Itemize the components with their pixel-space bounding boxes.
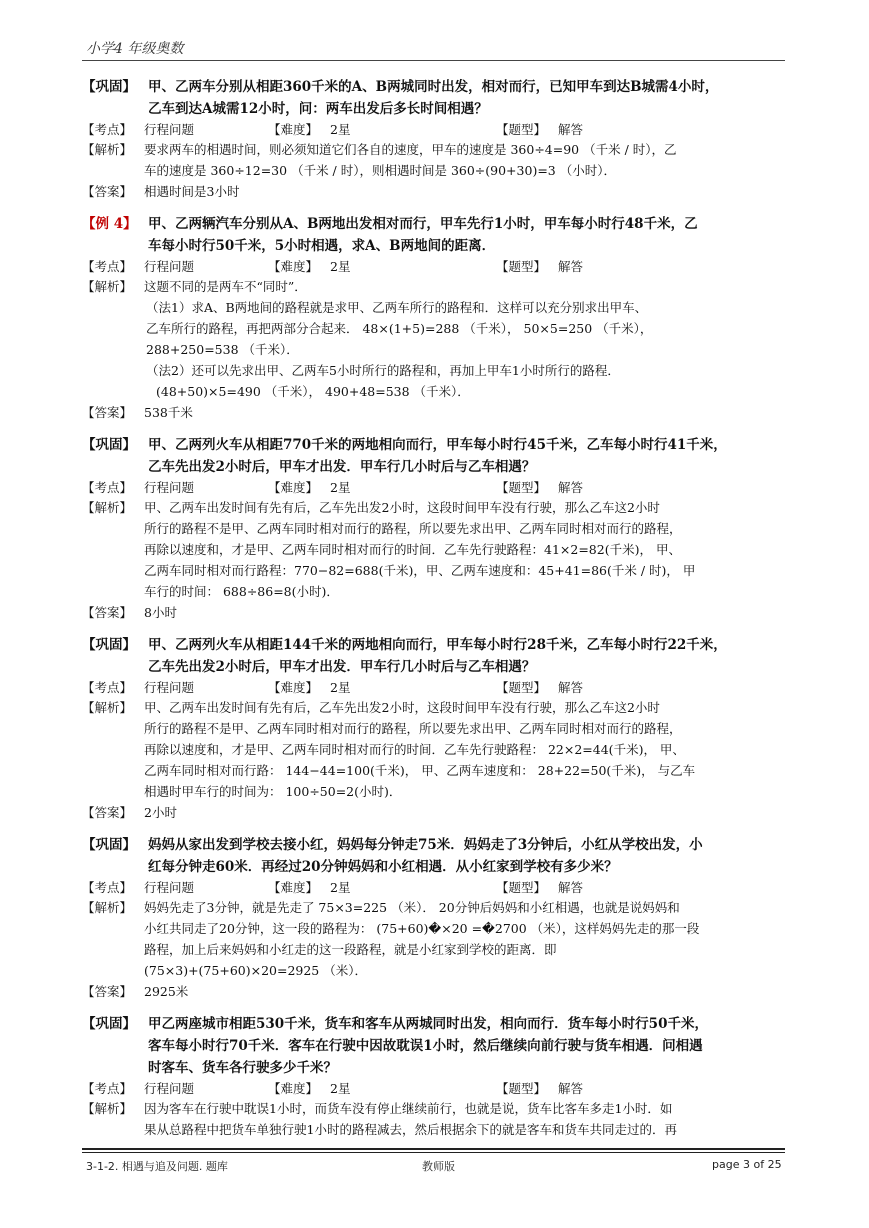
jiexi-label: 【解析】: [82, 1101, 133, 1116]
tixing-value: 解答: [558, 880, 584, 895]
question-line: 红每分钟走60米．再经过20分钟妈妈和小红相遇．从小红家到学校有多少米？: [148, 859, 618, 875]
jiexi-label: 【解析】: [82, 500, 133, 515]
problem-tag: 【巩固】: [82, 79, 136, 95]
tixing-label: 【题型】: [496, 122, 547, 137]
analysis-row: [82, 697, 788, 802]
analysis-line: 288+250=538 （千米）．: [146, 342, 299, 357]
tixing-value: 解答: [558, 680, 584, 695]
kaodian-value: 行程问题: [144, 680, 195, 695]
answer-row: [82, 402, 788, 423]
question-line: 时客车、货车各行驶多少千米？: [148, 1060, 337, 1076]
problem-tag: 【巩固】: [82, 437, 136, 453]
question: [82, 834, 788, 878]
analysis-line: 路程，加上后来妈妈和小红走的这一段路程，就是小红家到学校的距离．即: [144, 942, 557, 957]
nandu-value: 2星: [330, 880, 351, 895]
analysis-line: 因为客车在行驶中耽误1小时，而货车没有停止继续前行，也就是说，货车比客车多走1小时．如: [144, 1101, 673, 1116]
kaodian-label: 【考点】: [82, 880, 133, 895]
answer-row: [82, 181, 788, 202]
question-line: 客车每小时行70千米．客车在行驶中因故耽误1小时，然后继续向前行驶与货车相遇．问相遇: [148, 1038, 703, 1054]
document-body: [82, 76, 788, 1151]
tixing-value: 解答: [558, 122, 584, 137]
nandu-value: 2星: [330, 259, 351, 274]
tixing-value: 解答: [558, 259, 584, 274]
problem-tag: 【巩固】: [82, 637, 136, 653]
daan-label: 【答案】: [82, 805, 133, 820]
analysis-line: 甲、乙两车出发时间有先有后，乙车先出发2小时，这段时间甲车没有行驶，那么乙车这2小时: [144, 700, 660, 715]
daan-label: 【答案】: [82, 184, 133, 199]
meta-row: [82, 257, 788, 276]
footer-edition: 教师版: [422, 1160, 455, 1173]
tixing-label: 【题型】: [496, 880, 547, 895]
question-line: 甲、乙两列火车从相距144千米的两地相向而行，甲车每小时行28千米，乙车每小时行22千米，: [148, 637, 727, 653]
problem-block: [82, 213, 788, 423]
analysis-line: 再除以速度和，才是甲、乙两车同时相对而行的时间．乙车先行驶路程： 22×2=44(千米)， 甲、: [144, 742, 685, 757]
analysis-line: 相遇时甲车行的时间为： 100÷50=2(小时)．: [144, 784, 402, 799]
problem-block: [82, 1013, 788, 1140]
kaodian-value: 行程问题: [144, 122, 195, 137]
meta-row: [82, 120, 788, 139]
answer-row: [82, 602, 788, 623]
nandu-value: 2星: [330, 680, 351, 695]
nandu-label: 【难度】: [268, 480, 319, 495]
analysis-row: [82, 276, 788, 402]
analysis-line: 车的速度是 360÷12=30 （千米 / 时），则相遇时间是 360÷(90+30)=3 （小时）．: [144, 163, 616, 178]
tixing-value: 解答: [558, 480, 584, 495]
meta-row: [82, 1079, 788, 1098]
nandu-label: 【难度】: [268, 880, 319, 895]
problem-tag: 【巩固】: [82, 1016, 136, 1032]
kaodian-label: 【考点】: [82, 259, 133, 274]
analysis-line: 果从总路程中把货车单独行驶1小时的路程减去，然后根据余下的就是客车和货车共同走过的．再: [144, 1122, 677, 1137]
tixing-label: 【题型】: [496, 680, 547, 695]
answer-value: 2小时: [144, 805, 177, 820]
jiexi-label: 【解析】: [82, 279, 133, 294]
header-rule: [82, 60, 785, 61]
problem-block: [82, 634, 788, 823]
jiexi-label: 【解析】: [82, 700, 133, 715]
daan-label: 【答案】: [82, 605, 133, 620]
nandu-label: 【难度】: [268, 1081, 319, 1096]
analysis-line: 小红共同走了20分钟，这一段的路程为： (75+60)�×20 =�2700 （米），这样妈妈先走的那一段: [144, 921, 700, 936]
nandu-label: 【难度】: [268, 680, 319, 695]
example-tag: 【例 4】: [82, 216, 137, 232]
analysis-line: （法1）求A、B两地间的路程就是求甲、乙两车所行的路程和．这样可以充分别求出甲车、: [146, 300, 648, 315]
analysis-line: （法2）还可以先求出甲、乙两车5小时所行的路程和，再加上甲车1小时所行的路程．: [146, 363, 620, 378]
nandu-value: 2星: [330, 122, 351, 137]
answer-row: [82, 981, 788, 1002]
question-line: 乙车到达A城需12小时，问：两车出发后多长时间相遇？: [148, 101, 488, 117]
tixing-label: 【题型】: [496, 480, 547, 495]
footer-page-number: page 3 of 25: [712, 1158, 782, 1171]
kaodian-value: 行程问题: [144, 880, 195, 895]
question-line: 车每小时行50千米，5小时相遇，求A、B两地间的距离．: [148, 238, 496, 254]
footer-rule: [82, 1148, 785, 1150]
analysis-line: 乙两车同时相对而行路： 144−44=100(千米)， 甲、乙两车速度和： 28+22=50(千米)， 与乙车: [144, 763, 696, 778]
answer-value: 538千米: [144, 405, 193, 420]
analysis-line: (75×3)+(75+60)×20=2925 （米）．: [144, 963, 367, 978]
meta-row: [82, 678, 788, 697]
analysis-line: 乙车所行的路程，再把两部分合起来． 48×(1+5)=288 （千米）， 50×5=250 （千米），: [146, 321, 653, 336]
problem-tag: 【巩固】: [82, 837, 136, 853]
question-line: 甲、乙两列火车从相距770千米的两地相向而行，甲车每小时行45千米，乙车每小时行41千米，: [148, 437, 727, 453]
question: [82, 634, 788, 678]
tixing-label: 【题型】: [496, 1081, 547, 1096]
meta-row: [82, 478, 788, 497]
analysis-line: (48+50)×5=490 （千米）， 490+48=538 （千米）．: [156, 384, 470, 399]
nandu-label: 【难度】: [268, 259, 319, 274]
kaodian-value: 行程问题: [144, 1081, 195, 1096]
question: [82, 213, 788, 257]
daan-label: 【答案】: [82, 984, 133, 999]
tixing-label: 【题型】: [496, 259, 547, 274]
jiexi-label: 【解析】: [82, 142, 133, 157]
question-line: 乙车先出发2小时后，甲车才出发．甲车行几小时后与乙车相遇？: [148, 459, 536, 475]
analysis-row: [82, 139, 788, 181]
kaodian-value: 行程问题: [144, 480, 195, 495]
nandu-label: 【难度】: [268, 122, 319, 137]
problem-block: [82, 434, 788, 623]
nandu-value: 2星: [330, 1081, 351, 1096]
daan-label: 【答案】: [82, 405, 133, 420]
jiexi-label: 【解析】: [82, 900, 133, 915]
analysis-line: 所行的路程不是甲、乙两车同时相对而行的路程，所以要先求出甲、乙两车同时相对而行的路程，: [144, 721, 682, 736]
analysis-row: [82, 497, 788, 602]
kaodian-label: 【考点】: [82, 1081, 133, 1096]
analysis-line: 妈妈先走了3分钟，就是先走了 75×3=225 （米）． 20分钟后妈妈和小红相遇，也就是说妈妈和: [144, 900, 680, 915]
problem-block: [82, 834, 788, 1002]
kaodian-label: 【考点】: [82, 122, 133, 137]
question-line: 甲、乙两车分别从相距360千米的A、B两城同时出发，相对而行，已知甲车到达B城需4小时，: [148, 79, 719, 95]
question: [82, 76, 788, 120]
tixing-value: 解答: [558, 1081, 584, 1096]
problem-block: [82, 76, 788, 202]
question: [82, 434, 788, 478]
answer-value: 2925米: [144, 984, 189, 999]
analysis-row: [82, 1098, 788, 1140]
question-line: 甲、乙两辆汽车分别从A、B两地出发相对而行，甲车先行1小时，甲车每小时行48千米，乙: [148, 216, 698, 232]
meta-row: [82, 878, 788, 897]
question-line: 甲乙两座城市相距530千米，货车和客车从两城同时出发，相向而行．货车每小时行50千米，: [148, 1016, 708, 1032]
footer-doc-title: 3-1-2. 相遇与追及问题. 题库: [86, 1160, 228, 1173]
question-line: 乙车先出发2小时后，甲车才出发．甲车行几小时后与乙车相遇？: [148, 659, 536, 675]
kaodian-value: 行程问题: [144, 259, 195, 274]
analysis-line: 所行的路程不是甲、乙两车同时相对而行的路程，所以要先求出甲、乙两车同时相对而行的路程，: [144, 521, 682, 536]
page-header: 小学4 年级奥数: [86, 41, 184, 57]
analysis-line: 这题不同的是两车不“同时”．: [144, 279, 307, 294]
analysis-line: 车行的时间： 688÷86=8(小时)．: [144, 584, 339, 599]
question: [82, 1013, 788, 1079]
footer-rule: [82, 1152, 785, 1153]
answer-value: 8小时: [144, 605, 177, 620]
analysis-line: 要求两车的相遇时间，则必须知道它们各自的速度，甲车的速度是 360÷4=90 （千米 / 时），乙: [144, 142, 677, 157]
analysis-row: [82, 897, 788, 981]
question-line: 妈妈从家出发到学校去接小红，妈妈每分钟走75米．妈妈走了3分钟后，小红从学校出发，小: [148, 837, 703, 853]
kaodian-label: 【考点】: [82, 480, 133, 495]
answer-row: [82, 802, 788, 823]
kaodian-label: 【考点】: [82, 680, 133, 695]
analysis-line: 甲、乙两车出发时间有先有后，乙车先出发2小时，这段时间甲车没有行驶，那么乙车这2小时: [144, 500, 660, 515]
nandu-value: 2星: [330, 480, 351, 495]
answer-value: 相遇时间是3小时: [144, 184, 240, 199]
analysis-line: 再除以速度和，才是甲、乙两车同时相对而行的时间．乙车先行驶路程：41×2=82(千米)， 甲、: [144, 542, 681, 557]
analysis-line: 乙两车同时相对而行路程：770−82=688(千米)，甲、乙两车速度和：45+41=86(千米 / 时)， 甲: [144, 563, 696, 578]
